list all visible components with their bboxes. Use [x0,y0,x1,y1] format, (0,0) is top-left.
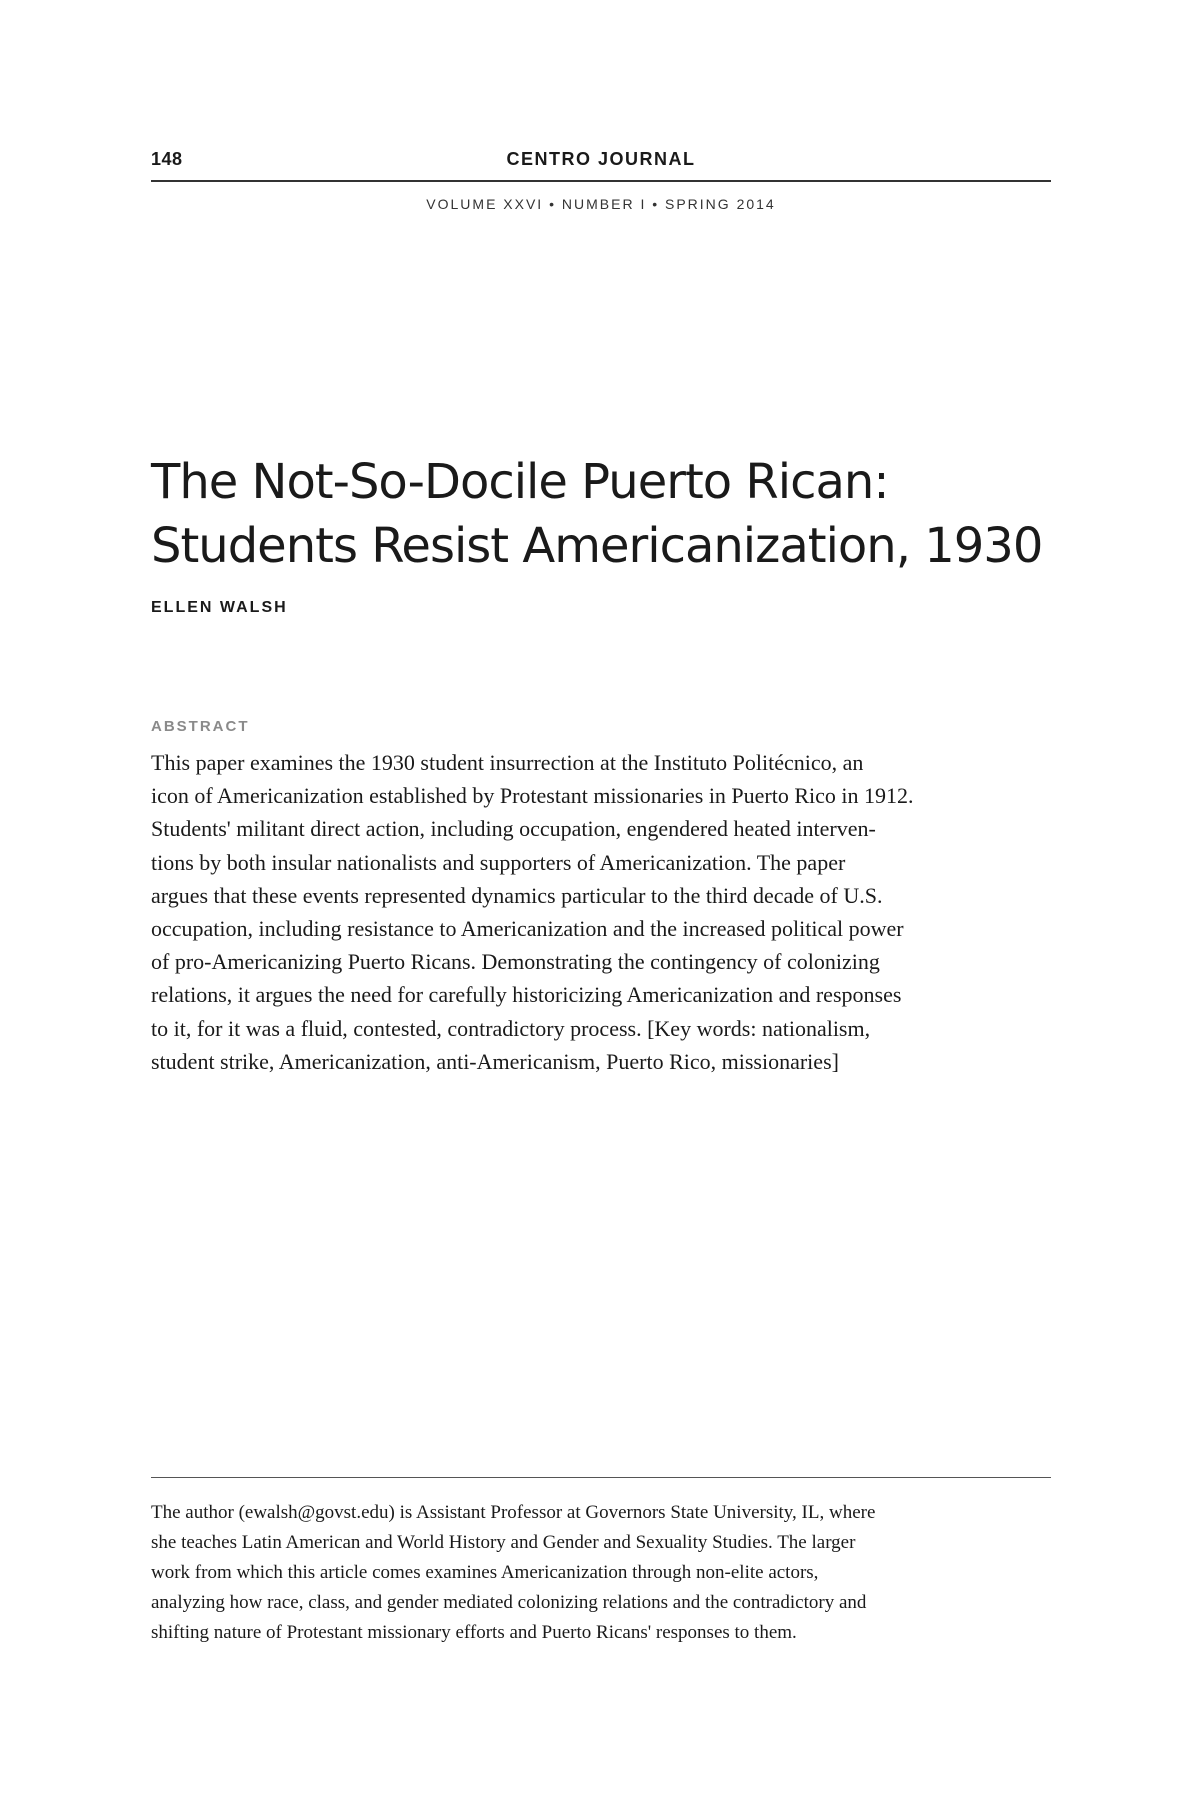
footnote-line: shifting nature of Protestant missionary efforts and Puerto Ricans' responses to them. [151,1622,797,1643]
abstract-line: tions by both insular nationalists and supporters of Americanization. The paper [151,849,846,875]
abstract-body [151,746,1051,1078]
abstract-line: This paper examines the 1930 student insurrection at the Instituto Politécnico, an [151,750,864,775]
author-footnote [151,1498,1051,1648]
abstract-line: student strike, Americanization, anti-Americanism, Puerto Rico, missionaries] [151,1048,839,1074]
abstract-line: icon of Americanization established by Protestant missionaries in Puerto Rico in 1912. [151,783,914,809]
header-rule [151,180,1051,182]
footnote-line: work from which this article comes examines Americanization through non-elite actors, [151,1562,819,1583]
author-name: ELLEN WALSH [151,599,288,616]
article-title [151,450,1071,578]
abstract-heading: ABSTRACT [151,718,250,735]
journal-name: CENTRO JOURNAL [506,149,696,169]
abstract-line: argues that these events represented dynamics particular to the third decade of U.S. [151,882,883,908]
abstract-line: to it, for it was a fluid, contested, contradictory process. [Key words: nationalism, [151,1015,871,1041]
article-title-line: Students Resist Americanization, 1930 [151,518,1043,574]
page-number: 148 [151,149,183,169]
article-title-line: The Not-So-Docile Puerto Rican: [151,454,889,510]
abstract-line: occupation, including resistance to Americanization and the increased political power [151,916,904,942]
footnote-line: she teaches Latin American and World History and Gender and Sexuality Studies. The larger [151,1532,856,1553]
footnote-line: analyzing how race, class, and gender mediated colonizing relations and the contradictory and [151,1592,867,1613]
abstract-line: relations, it argues the need for carefully historicizing Americanization and responses [151,982,902,1008]
issue-line: VOLUME XXVI • NUMBER I • SPRING 2014 [426,196,776,212]
abstract-line: of pro-Americanizing Puerto Ricans. Demonstrating the contingency of colonizing [151,949,880,975]
footnote-rule [151,1477,1051,1478]
footnote-line: The author (ewalsh@govst.edu) is Assistant Professor at Governors State University, IL, where [151,1502,876,1523]
abstract-line: Students' militant direct action, including occupation, engendered heated interven- [151,816,876,842]
